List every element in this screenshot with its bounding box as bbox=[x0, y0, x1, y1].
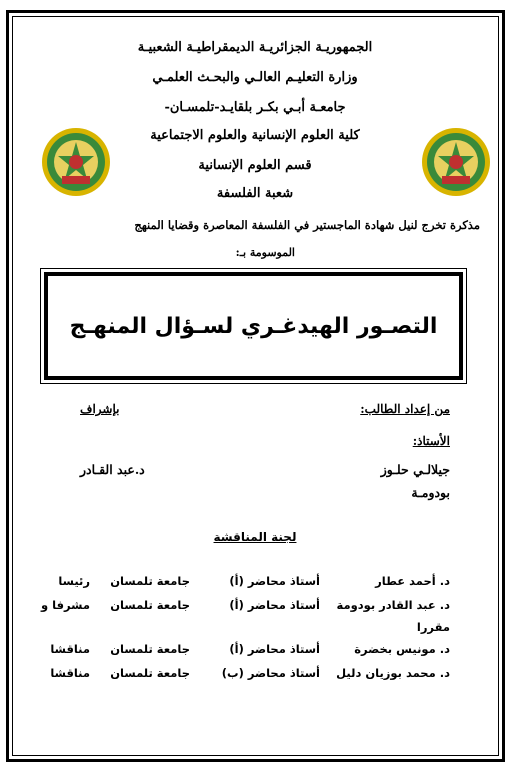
student-name: جيلالـي حلـوز bbox=[380, 462, 450, 477]
professor-label: الأستاذ: bbox=[412, 434, 450, 448]
committee-member-role: رئيسا bbox=[58, 574, 90, 588]
committee-member-rank: أستاذ محاضر (أ) bbox=[229, 642, 320, 656]
committee-member-university: جامعة تلمسان bbox=[110, 574, 190, 588]
faculty-heading: كلية العلوم الإنسانية والعلوم الاجتماعية bbox=[150, 128, 360, 143]
committee-title: لجنة المناقشة bbox=[213, 530, 297, 544]
committee-member-university: جامعة تلمسان bbox=[110, 666, 190, 680]
republic-heading: الجمهوريـة الجزائريـة الديمقراطيـة الشعبيـة bbox=[137, 40, 373, 55]
committee-member-university: جامعة تلمسان bbox=[110, 598, 190, 612]
committee-member-role: مناقشا bbox=[50, 642, 90, 656]
committee-member-role-cont: مقررا bbox=[416, 620, 450, 634]
committee-member-role: مناقشا bbox=[50, 666, 90, 680]
university-heading: جامعـة أبـي بكـر بلقايـد-تلمسـان- bbox=[164, 100, 346, 115]
committee-member-role: مشرفا و bbox=[41, 598, 90, 612]
named-as-label: الموسومة بـ: bbox=[235, 246, 295, 259]
committee-member-rank: أستاذ محاضر (ب) bbox=[221, 666, 320, 680]
thesis-subtitle: مذكرة تخرج لنيل شهادة الماجستير في الفلسفة المعاصرة وقضايا المنهج bbox=[134, 218, 480, 232]
committee-member-university: جامعة تلمسان bbox=[110, 642, 190, 656]
student-name-cont: بودومـة bbox=[411, 485, 450, 500]
title-frame bbox=[40, 268, 467, 384]
supervisor-name: د.عبد القـادر bbox=[80, 462, 145, 477]
university-seal-icon bbox=[420, 126, 492, 198]
title-frame-inner bbox=[44, 272, 463, 380]
committee-member-name: د. محمد بوزيان دليل bbox=[336, 666, 450, 680]
committee-member-name: د. مونيس بخضرة bbox=[354, 642, 450, 656]
committee-member-name: د. أحمد عطار bbox=[375, 574, 450, 588]
ministry-heading: وزارة التعليـم العالـي والبحـث العلمـي bbox=[152, 70, 358, 85]
thesis-title: التصـور الهيدغـري لسـؤال المنهـج bbox=[69, 313, 438, 339]
committee-member-rank: أستاذ محاضر (أ) bbox=[229, 598, 320, 612]
prepared-by-label: من إعداد الطالب: bbox=[360, 402, 450, 416]
committee-member-rank: أستاذ محاضر (أ) bbox=[229, 574, 320, 588]
committee-member-name: د. عبد القادر بودومة bbox=[336, 598, 450, 612]
department-heading: قسم العلوم الإنسانية bbox=[198, 158, 312, 173]
supervised-by-label: بإشراف bbox=[80, 402, 120, 416]
branch-heading: شعبة الفلسفة bbox=[216, 186, 294, 201]
